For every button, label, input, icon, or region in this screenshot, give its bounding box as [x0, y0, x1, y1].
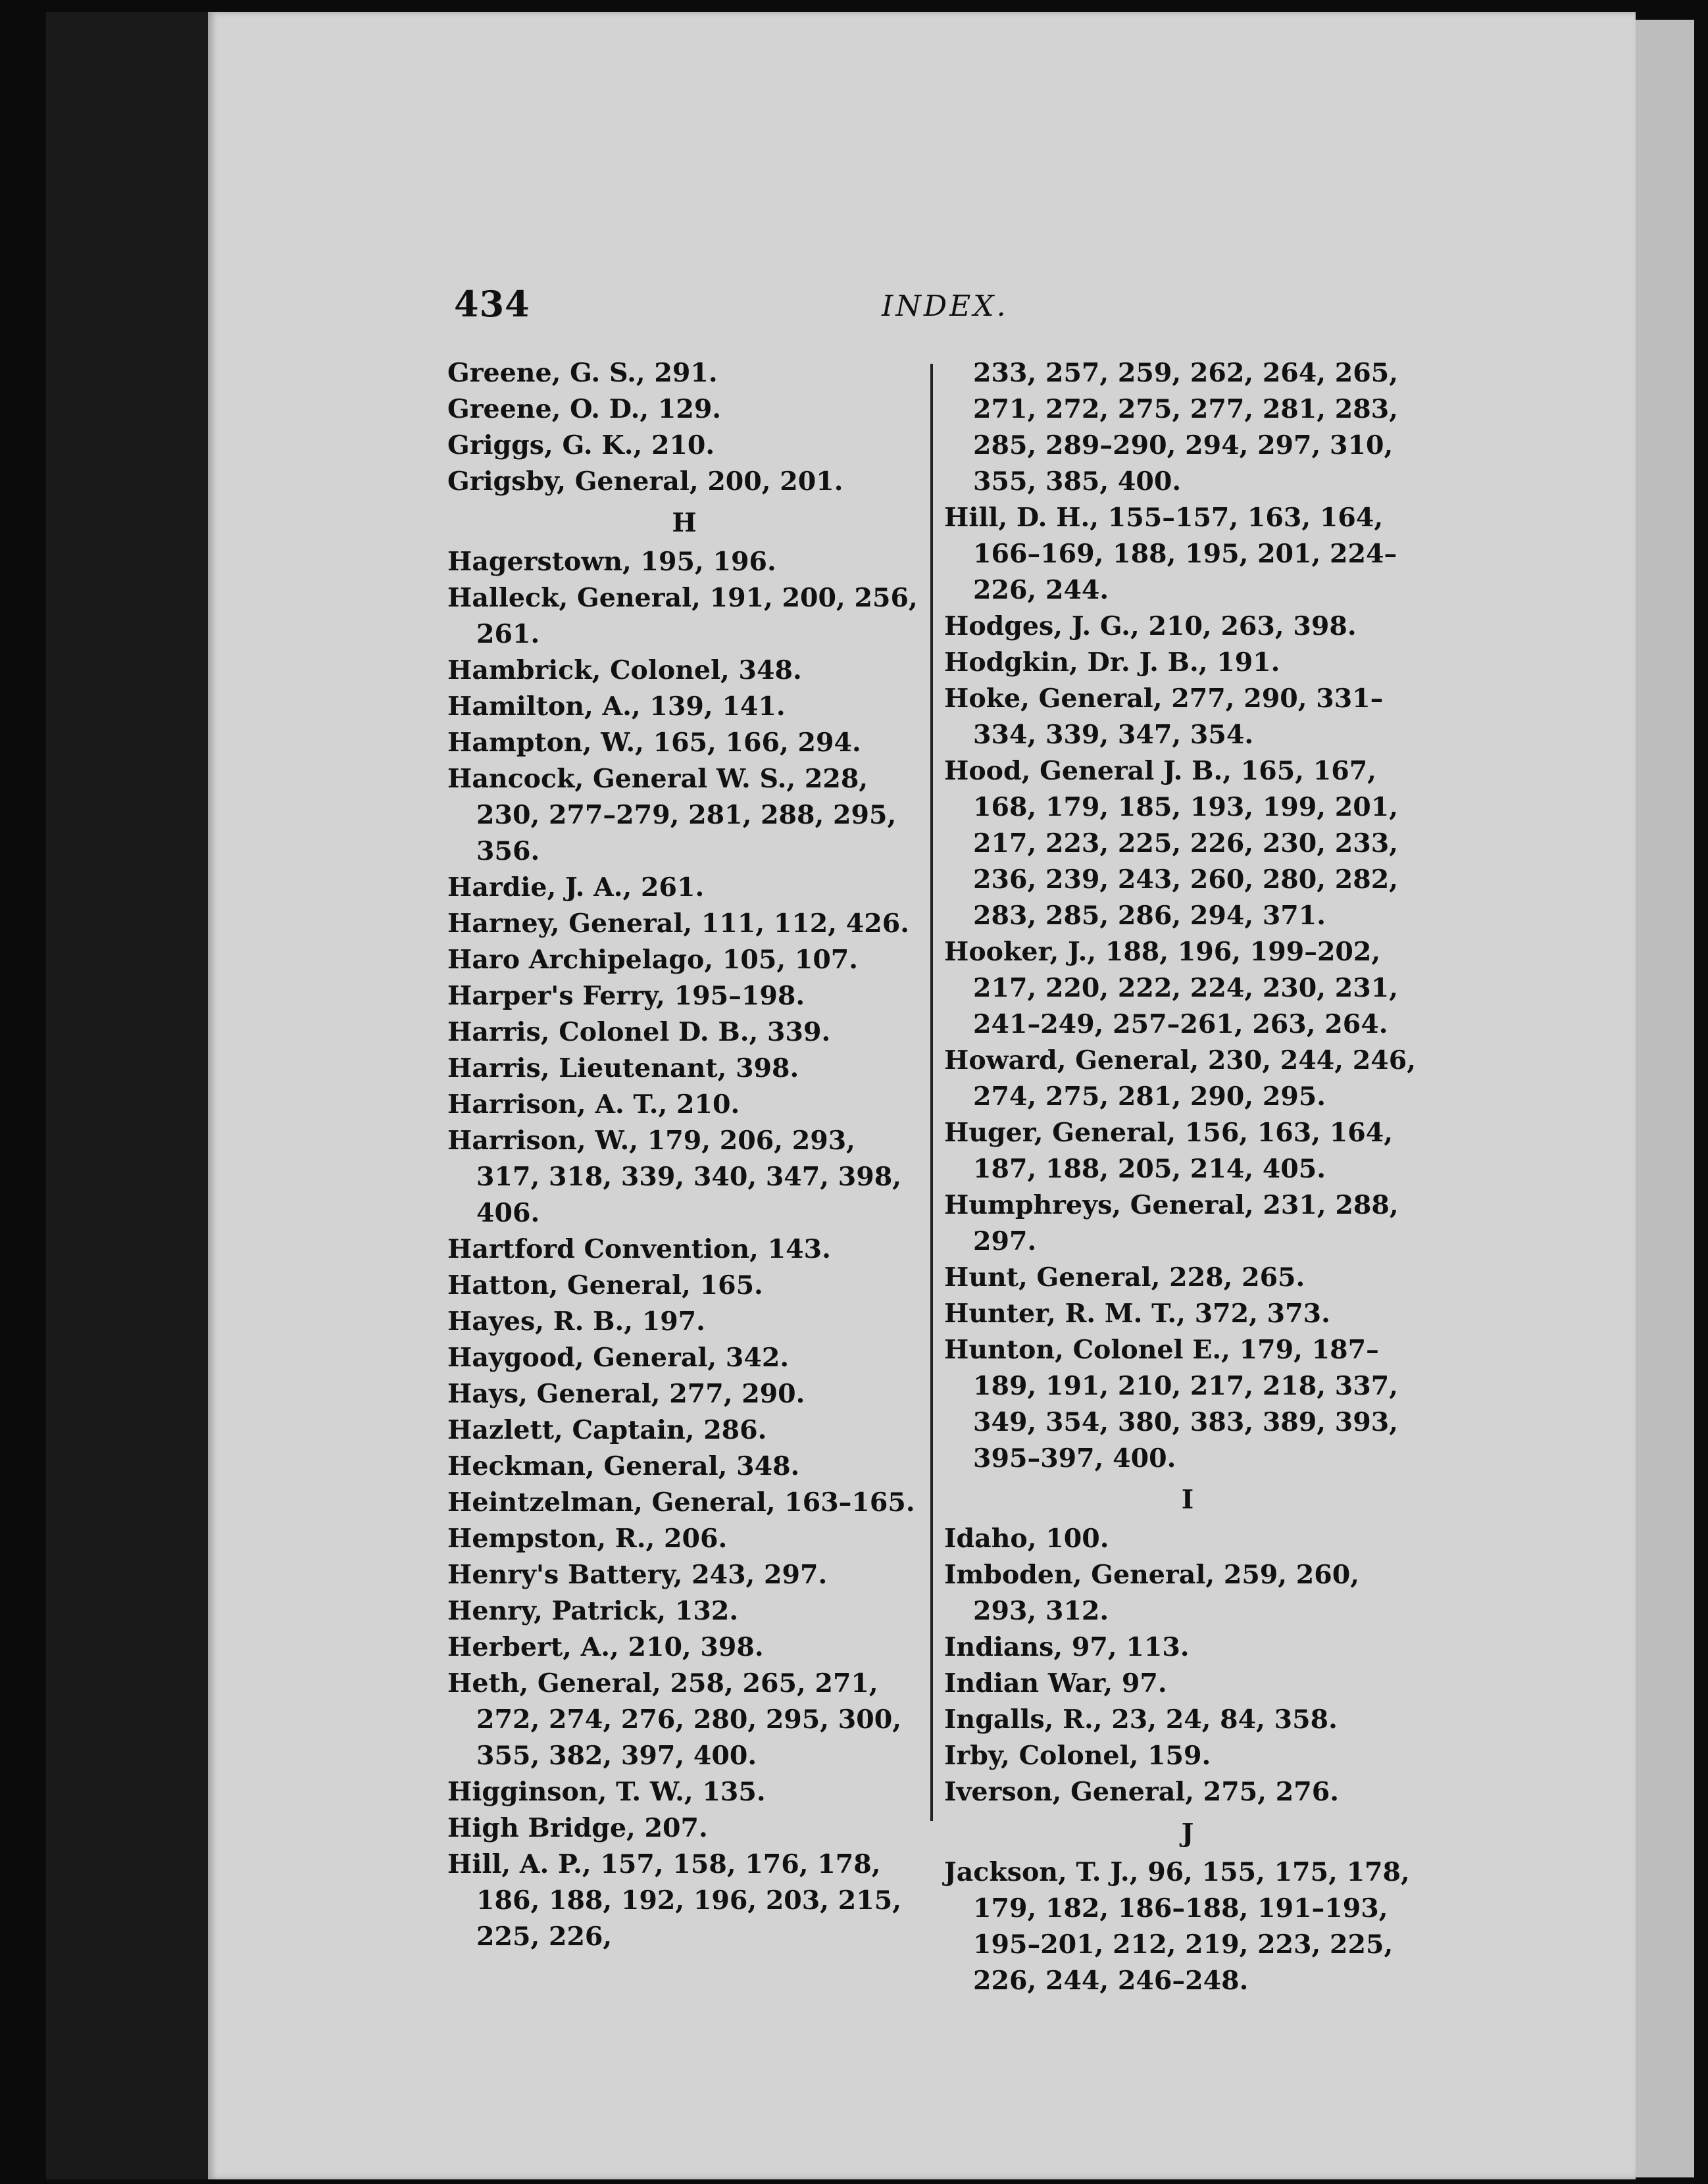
index-entry: Halleck, General, 191, 200, 256, 261.: [447, 583, 918, 649]
index-entry: Hodges, J. G., 210, 263, 398.: [944, 611, 1357, 641]
index-entry: Hays, General, 277, 290.: [447, 1379, 805, 1409]
index-entry: Hunter, R. M. T., 372, 373.: [944, 1299, 1330, 1329]
index-entry: Higginson, T. W., 135.: [447, 1777, 766, 1807]
index-entry: Hardie, J. A., 261.: [447, 872, 705, 903]
index-entry: Heckman, General, 348.: [447, 1451, 800, 1481]
index-entry: Haro Archipelago, 105, 107.: [447, 945, 859, 975]
index-entry: Herbert, A., 210, 398.: [447, 1632, 764, 1662]
index-entry: Hodgkin, Dr. J. B., 191.: [944, 647, 1280, 678]
index-entry: Henry's Battery, 243, 297.: [447, 1560, 828, 1590]
index-entry: Greene, O. D., 129.: [447, 394, 722, 424]
index-entry: Harper's Ferry, 195–198.: [447, 981, 805, 1011]
running-head: INDEX.: [882, 289, 1009, 323]
section-letter: I: [1181, 1485, 1194, 1515]
column-divider: [930, 364, 933, 1821]
index-entry: Hancock, General W. S., 228, 230, 277–279, 281, 288, 295, 356.: [447, 764, 897, 866]
section-letter: H: [672, 508, 697, 538]
index-column-left: [447, 355, 921, 1955]
index-entry: Hunton, Colonel E., 179, 187–189, 191, 210, 217, 218, 337, 349, 354, 380, 383, 389, 393, 395–397, 400.: [944, 1335, 1398, 1474]
index-entry: Idaho, 100.: [944, 1524, 1109, 1554]
index-entry: Hazlett, Captain, 286.: [447, 1415, 767, 1445]
index-entry: Hempston, R., 206.: [447, 1524, 728, 1554]
index-entry: Harris, Lieutenant, 398.: [447, 1053, 799, 1083]
index-entry: Hayes, R. B., 197.: [447, 1306, 705, 1337]
index-entry: Henry, Patrick, 132.: [447, 1596, 739, 1626]
index-entry: Haygood, General, 342.: [447, 1343, 790, 1373]
index-entry: Hunt, General, 228, 265.: [944, 1262, 1305, 1293]
index-entry: Huger, General, 156, 163, 164, 187, 188, 205, 214, 405.: [944, 1118, 1393, 1184]
index-entry: Hill, D. H., 155–157, 163, 164, 166–169, 188, 195, 201, 224–226, 244.: [944, 503, 1397, 605]
index-entry: Hamilton, A., 139, 141.: [447, 691, 786, 722]
index-entry: Hill, A. P., 157, 158, 176, 178, 186, 188, 192, 196, 203, 215, 225, 226,: [447, 1849, 901, 1952]
section-letter: J: [1181, 1818, 1194, 1849]
index-column-right: [944, 355, 1431, 1999]
index-entry: Hagerstown, 195, 196.: [447, 547, 776, 577]
index-entry: Ingalls, R., 23, 24, 84, 358.: [944, 1704, 1338, 1735]
index-entry-continued: 233, 257, 259, 262, 264, 265, 271, 272, 275, 277, 281, 283, 285, 289–290, 294, 297, 310, 355, 385, 400.: [973, 358, 1398, 497]
index-entry: Griggs, G. K., 210.: [447, 430, 715, 460]
index-entry: Irby, Colonel, 159.: [944, 1741, 1211, 1771]
index-entry: Hatton, General, 165.: [447, 1270, 763, 1301]
index-entry: Hambrick, Colonel, 348.: [447, 655, 802, 685]
index-entry: Indians, 97, 113.: [944, 1632, 1190, 1662]
index-entry: Indian War, 97.: [944, 1668, 1167, 1699]
index-entry: Hampton, W., 165, 166, 294.: [447, 728, 861, 758]
index-entry: Heth, General, 258, 265, 271, 272, 274, 276, 280, 295, 300, 355, 382, 397, 400.: [447, 1668, 901, 1771]
index-entry: Heintzelman, General, 163–165.: [447, 1487, 915, 1518]
index-entry: Harrison, W., 179, 206, 293, 317, 318, 339, 340, 347, 398, 406.: [447, 1126, 901, 1228]
index-entry: Harrison, A. T., 210.: [447, 1089, 740, 1120]
index-entry: Iverson, General, 275, 276.: [944, 1777, 1339, 1807]
index-entry: Imboden, General, 259, 260, 293, 312.: [944, 1560, 1359, 1626]
page-header: [454, 283, 1467, 335]
index-entry: Grigsby, General, 200, 201.: [447, 466, 843, 497]
index-entry: Howard, General, 230, 244, 246, 274, 275, 281, 290, 295.: [944, 1045, 1416, 1112]
index-entry: Hoke, General, 277, 290, 331–334, 339, 347, 354.: [944, 683, 1384, 750]
index-entry: Harney, General, 111, 112, 426.: [447, 908, 909, 939]
index-entry: Harris, Colonel D. B., 339.: [447, 1017, 831, 1047]
index-entry: Greene, G. S., 291.: [447, 358, 718, 388]
index-entry: Jackson, T. J., 96, 155, 175, 178, 179, 182, 186–188, 191–193, 195–201, 212, 219, 223, 225, 226, 244, 246–248.: [944, 1857, 1410, 1996]
book-spine-shadow: [46, 12, 208, 2179]
index-entry: High Bridge, 207.: [447, 1813, 708, 1843]
index-entry: Hood, General J. B., 165, 167, 168, 179, 185, 193, 199, 201, 217, 223, 225, 226, 230, 233, 236, 239, 243, 260, 280, 282, 283, 285, 286, 294, 371.: [944, 756, 1398, 931]
page-number: 434: [454, 283, 530, 325]
index-entry: Hooker, J., 188, 196, 199–202, 217, 220, 222, 224, 230, 231, 241–249, 257–261, 263, 264.: [944, 937, 1398, 1039]
index-entry: Hartford Convention, 143.: [447, 1234, 831, 1264]
index-entry: Humphreys, General, 231, 288, 297.: [944, 1190, 1399, 1256]
